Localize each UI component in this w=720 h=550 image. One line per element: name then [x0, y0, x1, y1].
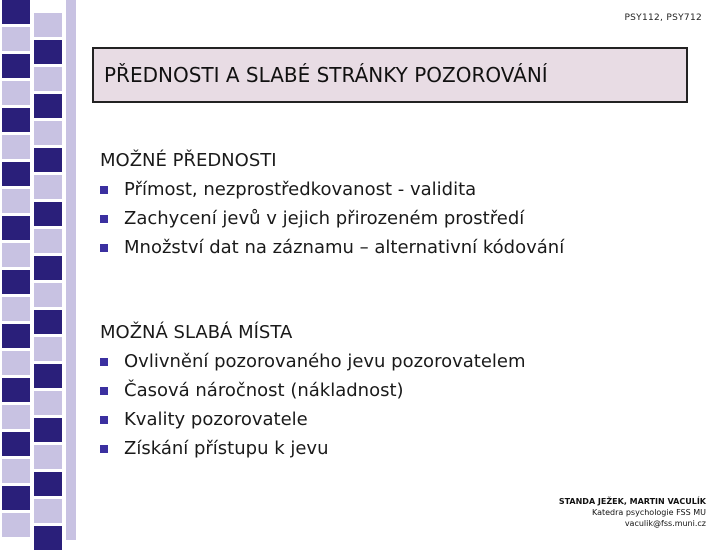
weakness-item — [100, 405, 526, 434]
square-bullet-icon — [100, 416, 108, 424]
square-bullet-icon — [100, 445, 108, 453]
strip-block — [2, 513, 30, 537]
strip-block — [34, 148, 62, 172]
footer-email: vaculik@fss.muni.cz — [624, 519, 706, 528]
strengths-heading: MOŽNÉ PŘEDNOSTI — [100, 150, 277, 171]
strength-item-text: Přímost, nezprostředkovanost - validita — [124, 179, 477, 200]
strip-block — [34, 526, 62, 550]
strengths-section — [100, 146, 564, 262]
square-bullet-icon — [100, 186, 108, 194]
weaknesses-section — [100, 318, 526, 463]
strip-block — [2, 486, 30, 510]
strip-block — [2, 189, 30, 213]
weakness-item-text: Časová náročnost (nákladnost) — [124, 380, 404, 401]
strip-block — [2, 324, 30, 348]
strip-block — [34, 283, 62, 307]
weakness-item-text: Ovlivnění pozorovaného jevu pozorovatelem — [124, 351, 526, 372]
strip-block — [2, 405, 30, 429]
strip-block — [34, 418, 62, 442]
weaknesses-heading: MOŽNÁ SLABÁ MÍSTA — [100, 322, 293, 343]
strip-block — [2, 81, 30, 105]
strip-block — [2, 378, 30, 402]
strip-block — [2, 459, 30, 483]
strip-block — [34, 67, 62, 91]
strip-edge — [66, 0, 76, 540]
square-bullet-icon — [100, 215, 108, 223]
weakness-item — [100, 434, 526, 463]
strip-block — [2, 27, 30, 51]
strength-item-text: Množství dat na záznamu – alternativní kódování — [124, 237, 565, 258]
strip-block — [34, 445, 62, 469]
footer-department: Katedra psychologie FSS MU — [591, 508, 706, 517]
square-bullet-icon — [100, 244, 108, 252]
square-bullet-icon — [100, 387, 108, 395]
weakness-item-text: Kvality pozorovatele — [124, 409, 308, 430]
footer-authors: STANDA JEŽEK, MARTIN VACULÍK — [558, 497, 706, 506]
square-bullet-icon — [100, 358, 108, 366]
strip-block — [2, 0, 30, 24]
strip-block — [2, 432, 30, 456]
weakness-item-text: Získání přístupu k jevu — [124, 438, 329, 459]
strip-block — [34, 391, 62, 415]
strip-block — [34, 229, 62, 253]
strip-block — [2, 54, 30, 78]
decorative-side-strip — [0, 0, 80, 540]
strip-block — [34, 40, 62, 64]
strength-item — [100, 175, 564, 204]
strip-block — [34, 13, 62, 37]
strip-block — [34, 202, 62, 226]
strip-block — [2, 135, 30, 159]
strip-block — [34, 121, 62, 145]
author-footer — [559, 496, 706, 529]
strip-block — [34, 94, 62, 118]
strip-block — [2, 216, 30, 240]
strip-block — [2, 270, 30, 294]
strip-block — [2, 162, 30, 186]
strength-item — [100, 233, 564, 262]
strength-item-text: Zachycení jevů v jejich přirozeném prostředí — [124, 208, 525, 229]
strip-block — [34, 337, 62, 361]
strip-block — [34, 364, 62, 388]
strip-block — [2, 351, 30, 375]
weakness-item — [100, 347, 526, 376]
weakness-item — [100, 376, 526, 405]
course-code: PSY112, PSY712 — [624, 13, 702, 23]
strip-block — [34, 472, 62, 496]
strip-block — [2, 243, 30, 267]
strip-block — [2, 297, 30, 321]
slide-title: PŘEDNOSTI A SLABÉ STRÁNKY POZOROVÁNÍ — [104, 63, 548, 87]
strength-item — [100, 204, 564, 233]
title-box — [92, 47, 688, 103]
strip-block — [34, 256, 62, 280]
strip-block — [34, 175, 62, 199]
strip-block — [34, 499, 62, 523]
strip-block — [2, 108, 30, 132]
strip-block — [34, 310, 62, 334]
